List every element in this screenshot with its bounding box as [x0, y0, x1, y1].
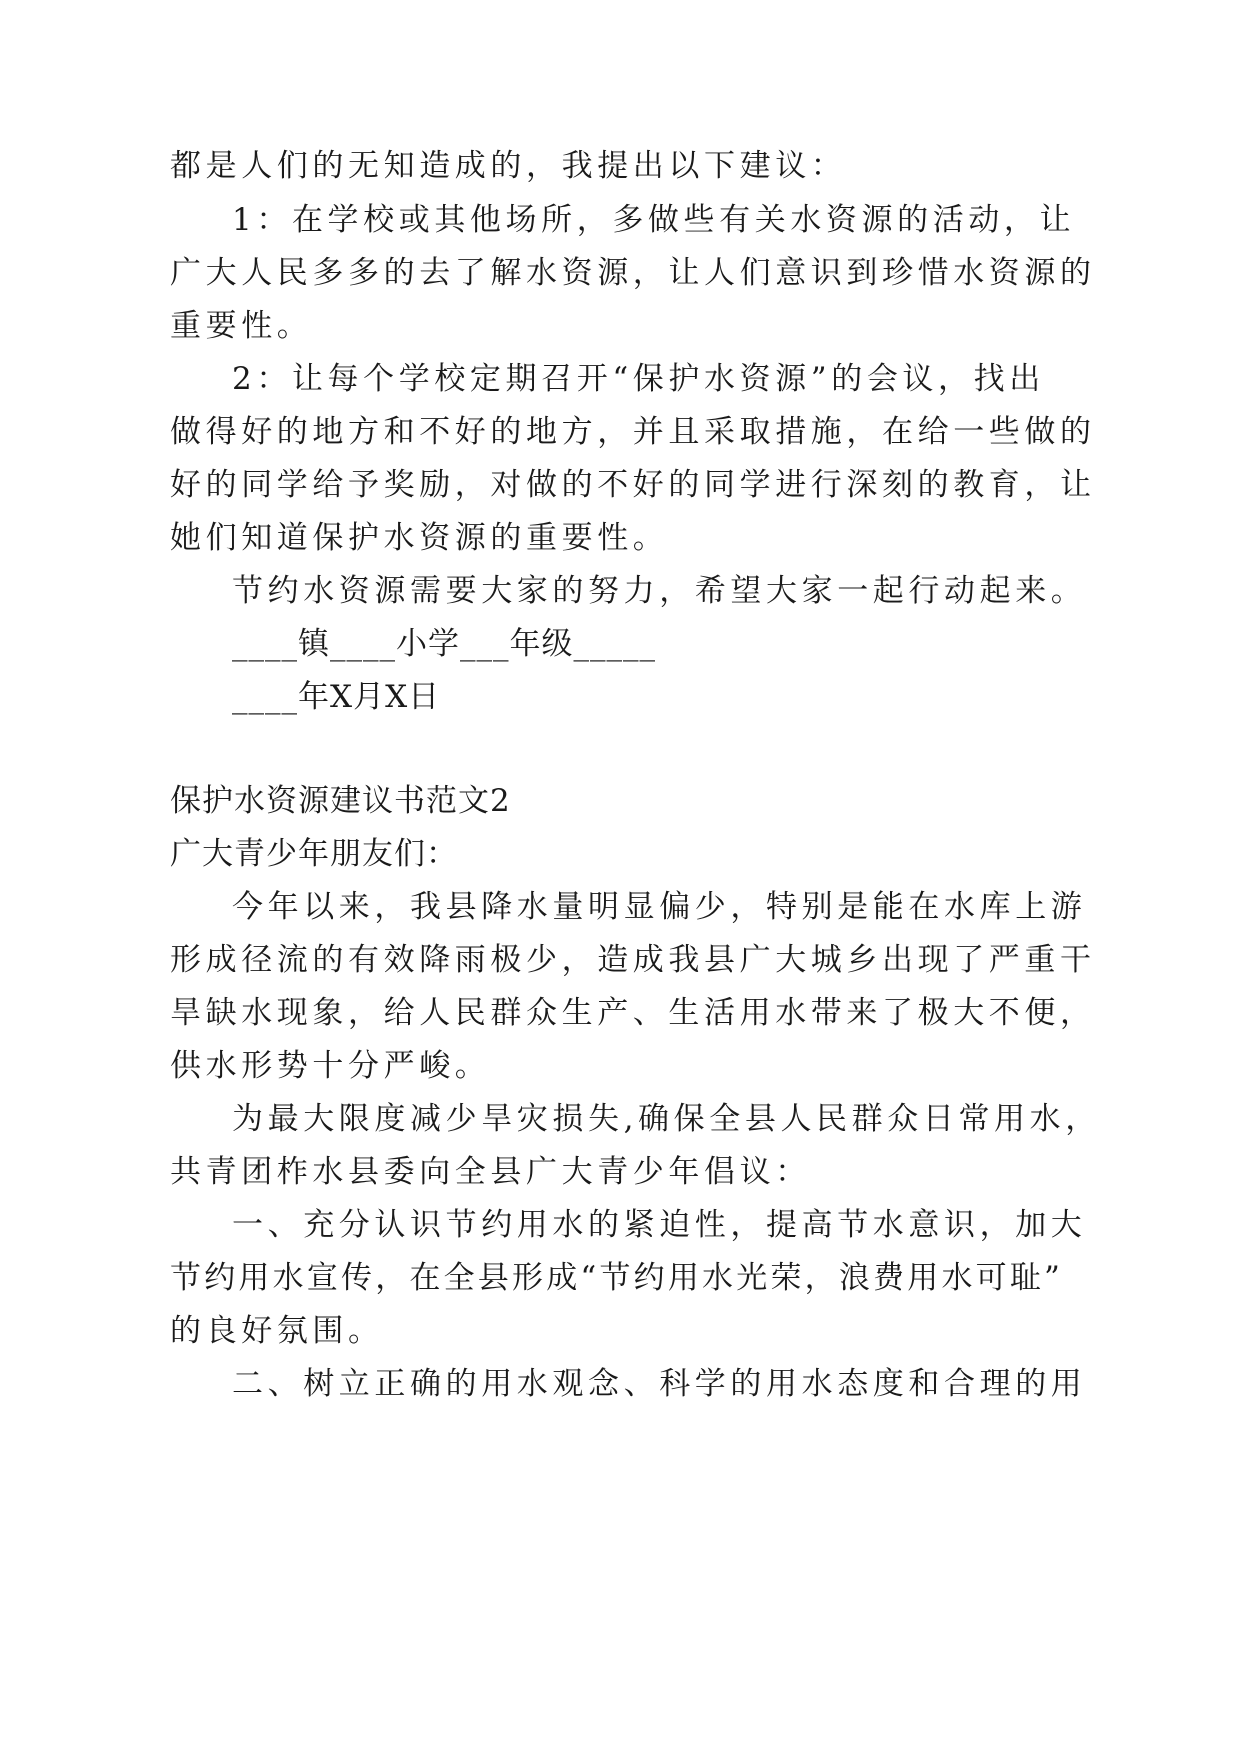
paragraph-3-line-1: 一、充分认识节约用水的紧迫性，提高节水意识，加大: [232, 1207, 1087, 1243]
section-title: 保护水资源建议书范文2: [170, 783, 511, 819]
paragraph-3-line-3: 的良好氛围。: [170, 1313, 384, 1349]
paragraph-1-line-1: 今年以来，我县降水量明显偏少，特别是能在水库上游: [232, 889, 1087, 925]
paragraph-4-line-1: 二、树立正确的用水观念、科学的用水态度和合理的用: [232, 1366, 1087, 1402]
suggestion-2-line-3: 好的同学给予奖励，对做的不好的同学进行深刻的教育，让: [170, 467, 1096, 503]
intro-line: 都是人们的无知造成的，我提出以下建议：: [170, 148, 847, 184]
salutation: 广大青少年朋友们：: [170, 836, 458, 872]
paragraph-3-line-2: 节约用水宣传，在全县形成“节约用水光荣，浪费用水可耻”: [170, 1260, 1064, 1296]
suggestion-2-line-2: 做得好的地方和不好的地方，并且采取措施，在给一些做的: [170, 414, 1096, 450]
suggestion-1-line-1: 1：在学校或其他场所，多做些有关水资源的活动，让: [232, 202, 1076, 238]
paragraph-2-line-1: 为最大限度减少旱灾损失,确保全县人民群众日常用水，: [232, 1101, 1101, 1137]
suggestion-1-line-3: 重要性。: [170, 308, 313, 344]
paragraph-1-line-2: 形成径流的有效降雨极少，造成我县广大城乡出现了严重干: [170, 942, 1096, 978]
suggestion-1-line-2: 广大人民多多的去了解水资源，让人们意识到珍惜水资源的: [170, 255, 1096, 291]
paragraph-2-line-2: 共青团柞水县委向全县广大青少年倡议：: [170, 1154, 811, 1190]
paragraph-1-line-3: 旱缺水现象，给人民群众生产、生活用水带来了极大不便，: [170, 995, 1096, 1031]
suggestion-2-line-4: 她们知道保护水资源的重要性。: [170, 520, 669, 556]
suggestion-2-line-1: 2：让每个学校定期召开“保护水资源”的会议，找出: [232, 361, 1045, 397]
paragraph-1-line-4: 供水形势十分严峻。: [170, 1048, 491, 1084]
closing-line: 节约水资源需要大家的努力，希望大家一起行动起来。: [232, 573, 1087, 609]
signature-date-line: ____年X月X日: [232, 679, 441, 715]
signature-school-line: ____镇____小学___年级_____: [232, 626, 656, 662]
